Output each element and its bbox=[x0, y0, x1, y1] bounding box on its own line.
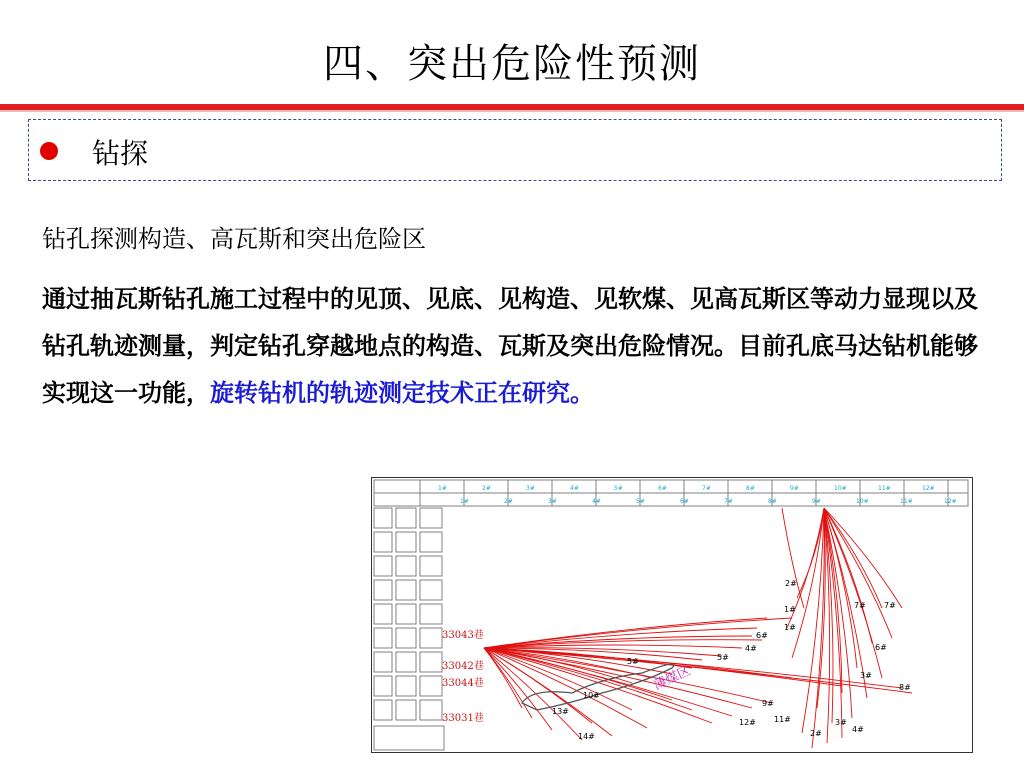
hole-number-label: 7# bbox=[854, 601, 866, 610]
hole-number-label: 4# bbox=[852, 725, 864, 734]
title-underline-shadow bbox=[0, 110, 1024, 112]
zone-label: 薄煤区 bbox=[651, 663, 694, 694]
borehole-trace bbox=[824, 508, 872, 643]
top-row-label: 8# bbox=[746, 485, 755, 492]
block-cell bbox=[396, 556, 416, 576]
top-row-label: 11# bbox=[900, 498, 913, 505]
top-row-label: 6# bbox=[658, 485, 667, 492]
top-row-label: 12# bbox=[944, 498, 957, 505]
block-cell bbox=[374, 604, 392, 624]
hole-number-label: 13# bbox=[552, 707, 569, 716]
hole-number-label: 2# bbox=[785, 579, 797, 588]
borehole-trace bbox=[802, 508, 824, 733]
block-cell bbox=[396, 628, 416, 648]
block-cell bbox=[374, 556, 392, 576]
top-row-label: 6# bbox=[680, 498, 689, 505]
block-cell bbox=[420, 628, 442, 648]
hole-number-label: 5# bbox=[717, 653, 729, 662]
block-cell bbox=[396, 676, 416, 696]
block-cell bbox=[396, 580, 416, 600]
roadway-grid bbox=[374, 480, 968, 750]
top-row-label: 5# bbox=[614, 485, 623, 492]
hole-number-label: 1# bbox=[784, 605, 796, 614]
hole-number-label: 10# bbox=[583, 691, 600, 700]
body-text: 通过抽瓦斯钻孔施工过程中的见顶、见底、见构造、见软煤、见高瓦斯区等动力显现以及钻孔轨迹测量，判定钻孔穿越地点的构造、瓦斯及突出危险情况。目前孔底马达钻机能够实现这一功能， bbox=[42, 285, 978, 407]
block-cell bbox=[420, 580, 442, 600]
block-cell bbox=[420, 676, 442, 696]
section-heading: 钻探 bbox=[92, 137, 149, 170]
top-row-label: 5# bbox=[636, 498, 645, 505]
top-row-label: 3# bbox=[548, 498, 557, 505]
roadway-label: 33031巷 bbox=[442, 713, 484, 724]
block-cell bbox=[374, 726, 444, 750]
borehole-trace bbox=[824, 508, 902, 608]
top-row-label: 1# bbox=[438, 485, 447, 492]
block-cell bbox=[420, 652, 442, 672]
top-row-label: 9# bbox=[790, 485, 799, 492]
borehole-trace bbox=[484, 648, 712, 723]
top-row-label: 8# bbox=[768, 498, 777, 505]
figure-labels bbox=[438, 485, 957, 741]
top-row-label: 11# bbox=[878, 485, 891, 492]
block-cell bbox=[374, 532, 392, 552]
top-row-label: 10# bbox=[834, 485, 847, 492]
roadway-label: 33042巷 bbox=[442, 661, 484, 672]
top-row-label: 7# bbox=[702, 485, 711, 492]
block-cell bbox=[396, 604, 416, 624]
hole-number-label: 6# bbox=[875, 643, 887, 652]
hole-number-label: 9# bbox=[762, 699, 774, 708]
block-cell bbox=[374, 700, 392, 720]
top-row-label: 9# bbox=[812, 498, 821, 505]
block-cell bbox=[420, 532, 442, 552]
hole-number-label: 12# bbox=[739, 718, 756, 727]
block-cell bbox=[396, 700, 416, 720]
hole-number-label: 2# bbox=[810, 729, 822, 738]
bullet-dot-icon bbox=[40, 142, 58, 160]
hole-number-label: 11# bbox=[774, 715, 791, 724]
block-cell bbox=[420, 508, 442, 528]
hole-number-label: 3# bbox=[835, 718, 847, 727]
block-cell bbox=[420, 556, 442, 576]
block-cell bbox=[420, 700, 442, 720]
top-row-label: 10# bbox=[856, 498, 869, 505]
slide-title: 四、突出危险性预测 bbox=[323, 41, 701, 87]
body-paragraph bbox=[42, 276, 982, 417]
section-box bbox=[28, 119, 1002, 181]
hole-number-label: 1# bbox=[784, 623, 796, 632]
drilling-trajectory-figure bbox=[371, 477, 973, 753]
hole-number-label: 4# bbox=[745, 644, 757, 653]
block-cell bbox=[374, 508, 392, 528]
block-cell bbox=[396, 532, 416, 552]
hole-number-label: 3# bbox=[860, 671, 872, 680]
hole-number-label: 6# bbox=[756, 631, 768, 640]
top-row-label: 4# bbox=[592, 498, 601, 505]
roadway-label: 33043巷 bbox=[442, 630, 484, 641]
top-row-label: 2# bbox=[504, 498, 513, 505]
block-cell bbox=[374, 676, 392, 696]
trajectory-map bbox=[372, 478, 972, 752]
top-row-label: 2# bbox=[482, 485, 491, 492]
block-cell bbox=[374, 652, 392, 672]
body-highlight-text: 旋转钻机的轨迹测定技术正在研究。 bbox=[210, 379, 594, 407]
hole-number-label: 7# bbox=[884, 601, 896, 610]
roadway-label: 33044巷 bbox=[442, 678, 484, 689]
borehole-trace bbox=[824, 508, 882, 608]
hole-number-label: 14# bbox=[578, 732, 595, 741]
block-cell bbox=[374, 628, 392, 648]
top-row-label: 3# bbox=[526, 485, 535, 492]
hole-number-label: 8# bbox=[899, 683, 911, 692]
block-cell bbox=[396, 508, 416, 528]
borehole-traces bbox=[484, 508, 912, 748]
top-row-label: 12# bbox=[922, 485, 935, 492]
subheading-text: 钻孔探测构造、高瓦斯和突出危险区 bbox=[42, 225, 426, 253]
top-row-label: 1# bbox=[460, 498, 469, 505]
top-row-label: 4# bbox=[570, 485, 579, 492]
top-row-label: 7# bbox=[724, 498, 733, 505]
block-cell bbox=[374, 580, 392, 600]
block-cell bbox=[420, 604, 442, 624]
block-cell bbox=[396, 652, 416, 672]
hole-number-label: 5# bbox=[627, 657, 639, 666]
